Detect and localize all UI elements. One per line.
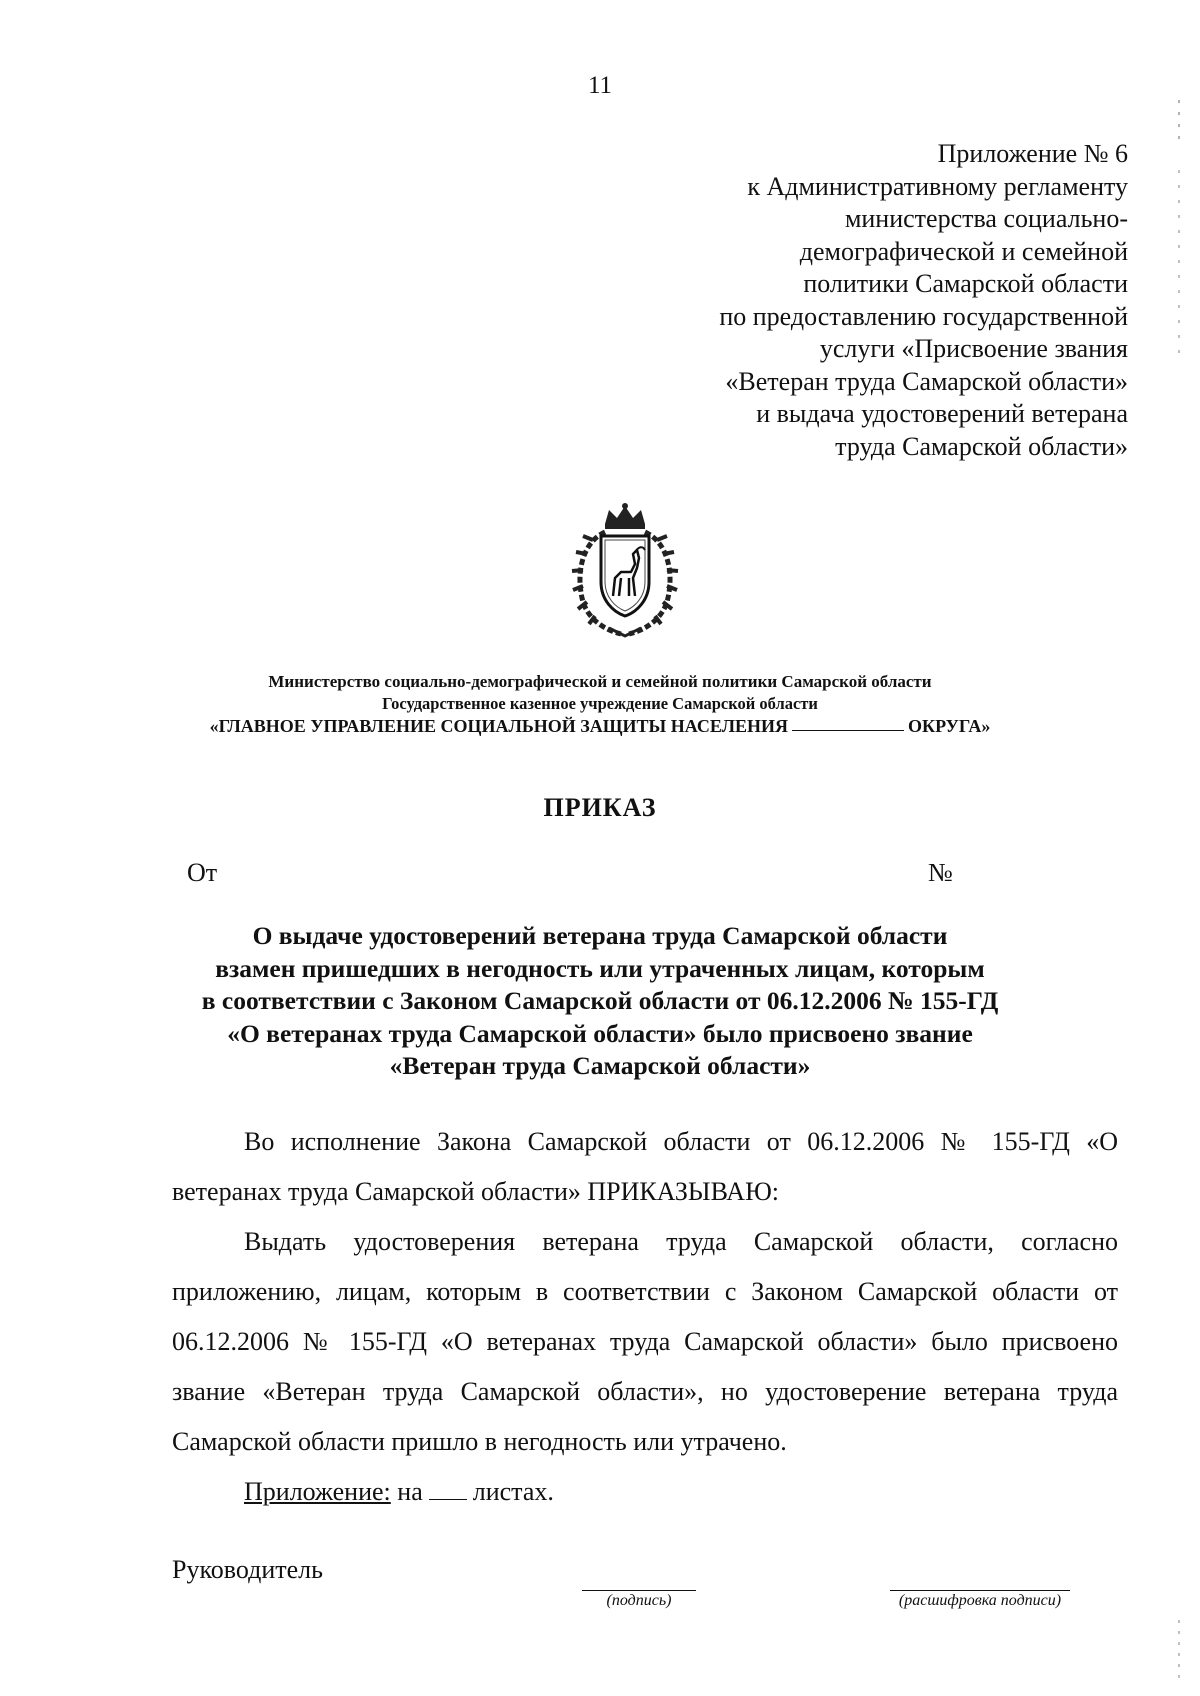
institution-name-suffix: ОКРУГА» — [908, 716, 991, 736]
appendix-line: услуги «Присвоение звания — [819, 334, 1128, 363]
institution-type: Государственное казенное учреждение Самарской области — [382, 694, 818, 713]
signer-title: Руководитель — [172, 1555, 323, 1584]
samara-coat-of-arms-icon — [565, 502, 685, 638]
signature-caption: (подпись) — [606, 1592, 672, 1609]
decoding-line — [890, 1590, 1070, 1591]
body-paragraph-1: Во исполнение Закона Самарской области от 06.12.2006 № 155-ГД «О ветеранах труда Самарской области» ПРИКАЗЫВАЮ: — [172, 1127, 1118, 1206]
scan-margin-marks — [1176, 100, 1182, 1680]
appendix-line: к Административному регламенту — [747, 171, 1128, 201]
sheets-count-blank — [429, 1479, 467, 1500]
appendix-line: и выдача удостоверений ветерана — [756, 399, 1128, 428]
appendix-on: на — [397, 1477, 423, 1506]
appendix-reference — [172, 1467, 1118, 1517]
institution-name — [0, 714, 1200, 739]
appendix-line: демографической и семейной — [799, 236, 1128, 266]
appendix-line: политики Самарской области — [803, 269, 1128, 298]
page-number: 11 — [587, 72, 613, 99]
decoding-caption: (расшифровка подписи) — [898, 1592, 1062, 1609]
appendix-label: Приложение: — [244, 1477, 391, 1506]
order-subject — [0, 920, 1200, 1083]
appendix-header — [608, 138, 1128, 463]
subject-line: в соответствии с Законом Самарской области от 06.12.2006 № 155-ГД — [201, 986, 999, 1015]
order-number-label: № — [928, 858, 953, 887]
district-blank — [792, 716, 904, 731]
ministry-name: Министерство социально-демографической и семейной политики Самарской области — [268, 672, 932, 691]
subject-line: О выдаче удостоверений ветерана труда Самарской области — [252, 921, 948, 950]
appendix-line: Приложение № 6 — [937, 139, 1128, 168]
order-body — [172, 1117, 1118, 1517]
institution-name-prefix: «ГЛАВНОЕ УПРАВЛЕНИЕ СОЦИАЛЬНОЙ ЗАЩИТЫ НАСЕЛЕНИЯ — [209, 716, 789, 736]
order-title: ПРИКАЗ — [543, 793, 657, 822]
signature-line — [582, 1590, 696, 1591]
subject-line: «Ветеран труда Самарской области» — [389, 1051, 811, 1080]
order-date-label: От — [187, 858, 218, 887]
subject-line: «О ветеранах труда Самарской области» было присвоено звание — [227, 1018, 973, 1048]
appendix-line: министерства социально- — [844, 204, 1128, 233]
appendix-line: «Ветеран труда Самарской области» — [725, 366, 1128, 396]
organization-header — [0, 670, 1200, 739]
appendix-sheets: листах. — [472, 1477, 554, 1506]
appendix-line: труда Самарской области» — [835, 431, 1128, 461]
subject-line: взамен пришедших в негодность или утраченных лицам, которым — [215, 953, 985, 983]
appendix-line: по предоставлению государственной — [719, 301, 1128, 331]
body-paragraph-2: Выдать удостоверения ветерана труда Самарской области, согласно приложению, лицам, которым в соответствии с Законом Самарской области от 06.12.2006 № 155-ГД «О ветеранах труда Самарской области» было присвоено звание «Ветеран труда Самарской области», но удостоверение ветерана труда Самарской области пришло в негодность или утрачено. — [172, 1227, 1118, 1456]
